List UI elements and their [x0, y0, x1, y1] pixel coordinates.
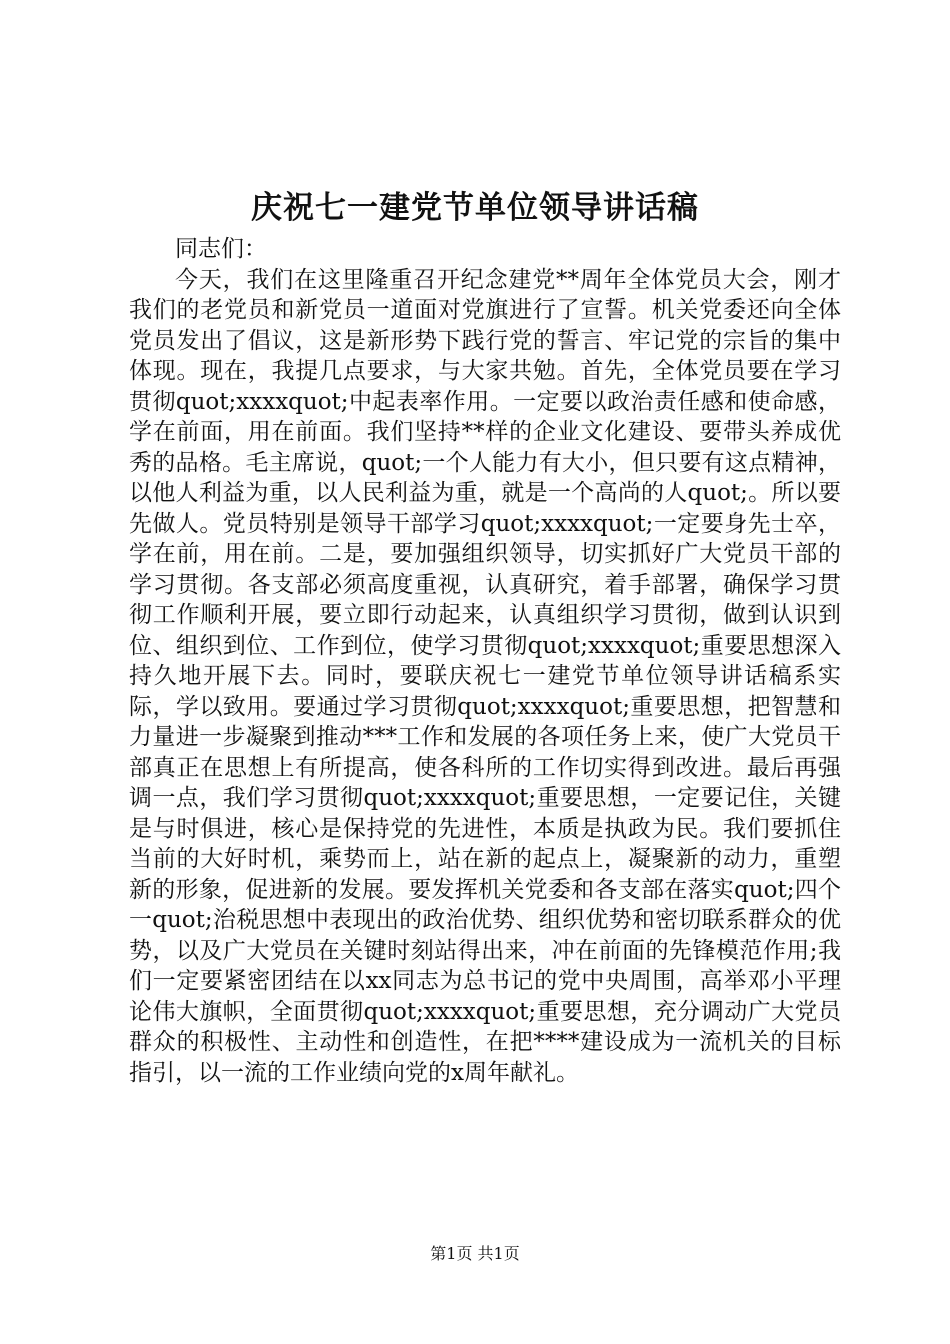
page-footer: 第1页 共1页 [430, 1244, 520, 1263]
document-body [129, 234, 841, 1088]
document-title: 庆祝七一建党节单位领导讲话稿 [251, 190, 699, 226]
greeting: 同志们： [175, 236, 267, 262]
speech-paragraph: 今天，我们在这里隆重召开纪念建党**周年全体党员大会，刚才我们的老党员和新党员一道面对党旗进行了宣誓。机关党委还向全体党员发出了倡议，这是新形势下践行党的誓言、牢记党的宗旨的集中体现。现在，我提几点要求，与大家共勉。首先，全体党员要在学习贯彻quot;xxxxquot;中起表率作用。一定要以政治责任感和使命感，学在前面，用在前面。我们坚持**样的企业文化建设、要带头养成优秀的品格。毛主席说，quot;一个人能力有大小，但只要有这点精神，以他人利益为重，以人民利益为重，就是一个高尚的人quot;。所以要先做人。党员特别是领导干部学习quot;xxxxquot;一定要身先士卒，学在前，用在前。二是，要加强组织领导，切实抓好广大党员干部的学习贯彻。各支部必须高度重视，认真研究，着手部署，确保学习贯彻工作顺利开展，要立即行动起来，认真组织学习贯彻，做到认识到位、组织到位、工作到位，使学习贯彻quot;xxxxquot;重要思想深入持久地开展下去。同时，要联庆祝七一建党节单位领导讲话稿系实际，学以致用。要通过学习贯彻quot;xxxxquot;重要思想，把智慧和力量进一步凝聚到推动***工作和发展的各项任务上来，使广大党员干部真正在思想上有所提高，使各科所的工作切实得到改进。最后再强调一点，我们学习贯彻quot;xxxxquot;重要思想，一定要记住，关键是与时俱进，核心是保持党的先进性，本质是执政为民。我们要抓住当前的大好时机，乘势而上，站在新的起点上，凝聚新的动力，重塑新的形象，促进新的发展。要发挥机关党委和各支部在落实quot;四个一quot;治税思想中表现出的政治优势、组织优势和密切联系群众的优势，以及广大党员在关键时刻站得出来，冲在前面的先锋模范作用;我们一定要紧密团结在以xx同志为总书记的党中央周围，高举邓小平理论伟大旗帜，全面贯彻quot;xxxxquot;重要思想，充分调动广大党员群众的积极性、主动性和创造性，在把****建设成为一流机关的目标指引，以一流的工作业绩向党的x周年献礼。 [129, 266, 841, 1086]
